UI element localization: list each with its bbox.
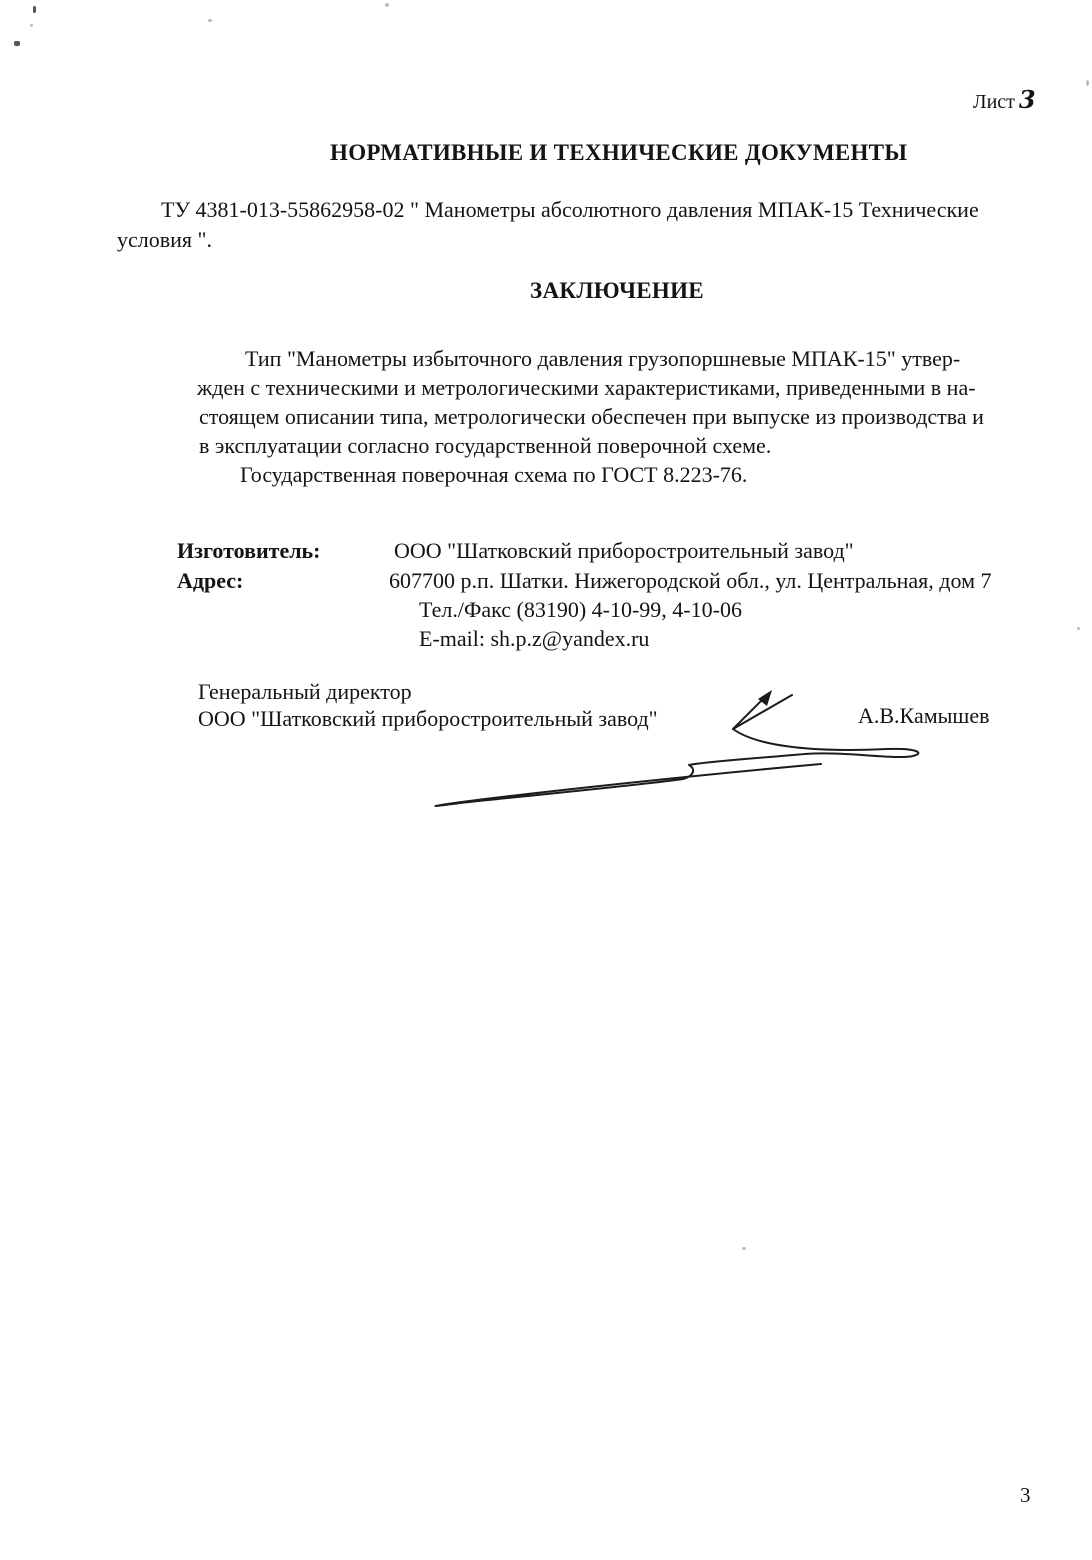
- address-value: 607700 р.п. Шатки. Нижегородской обл., ул. Центральная, дом 7: [389, 568, 992, 593]
- conclusion-line: в эксплуатации согласно государственной поверочной схеме.: [199, 433, 772, 458]
- scan-speck: [1077, 627, 1080, 630]
- sheet-number: 3: [1018, 85, 1036, 114]
- signer-name: А.В.Камышев: [858, 703, 990, 728]
- director-role-line: Генеральный директор: [198, 679, 412, 704]
- conclusion-line: Тип "Манометры избыточного давления грузопоршневые МПАК-15" утвер-: [245, 346, 961, 371]
- address-label: Адрес:: [177, 568, 244, 593]
- sheet-word: Лист: [973, 91, 1015, 113]
- tu-paragraph-line: ТУ 4381-013-55862958-02 " Манометры абсолютного давления МПАК-15 Технические: [161, 197, 979, 222]
- conclusion-line: Государственная поверочная схема по ГОСТ 8.223-76.: [240, 462, 748, 487]
- tu-paragraph-line: условия ".: [117, 227, 213, 252]
- signature-handwriting: [425, 678, 935, 818]
- director-company-line: ООО "Шатковский приборостроительный завод": [198, 706, 658, 731]
- scan-speck: [742, 1247, 746, 1250]
- scan-speck: [30, 24, 33, 27]
- signature-arrowhead: [758, 690, 772, 706]
- scan-speck: [208, 19, 212, 22]
- scan-speck: [385, 3, 389, 7]
- scan-speck: [14, 41, 20, 46]
- phone-fax-value: Тел./Факс (83190) 4-10-99, 4-10-06: [419, 597, 742, 622]
- signature-flourish-stroke: [435, 729, 918, 806]
- manufacturer-name: ООО "Шатковский приборостроительный завод": [394, 538, 854, 563]
- scan-speck: [33, 6, 36, 13]
- conclusion-heading: ЗАКЛЮЧЕНИЕ: [530, 278, 704, 303]
- document-title: НОРМАТИВНЫЕ И ТЕХНИЧЕСКИЕ ДОКУМЕНТЫ: [330, 140, 908, 165]
- conclusion-line: стоящем описании типа, метрологически обеспечен при выпуске из производства и: [199, 404, 984, 429]
- page-number: 3: [1020, 1483, 1031, 1507]
- conclusion-line: жден с техническими и метрологическими характеристиками, приведенными в на-: [197, 375, 976, 400]
- email-value: E-mail: sh.p.z@yandex.ru: [419, 626, 650, 651]
- manufacturer-label: Изготовитель:: [177, 538, 321, 563]
- sheet-label: [973, 85, 1036, 115]
- scan-speck: [1086, 80, 1089, 86]
